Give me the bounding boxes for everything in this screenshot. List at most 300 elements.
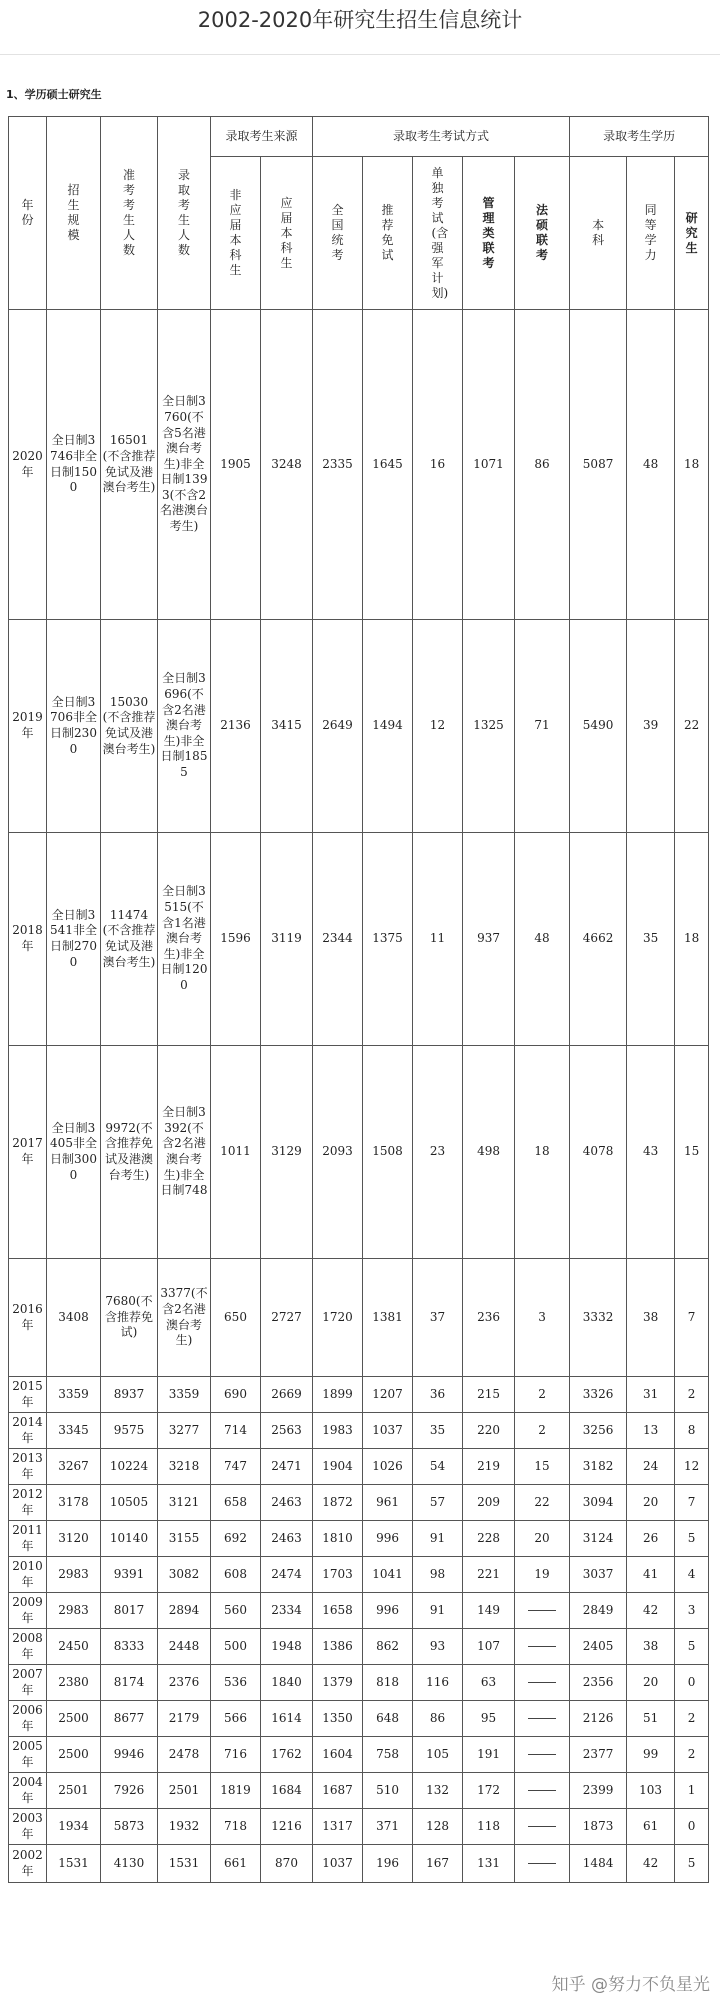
section-title: 1、学历硕士研究生: [6, 88, 102, 101]
cell-law: 71: [515, 620, 570, 833]
cell-single: 98: [413, 1557, 463, 1593]
cell-fresh: 2471: [261, 1449, 313, 1485]
cell-mgmt: 118: [463, 1809, 515, 1845]
cell-admitted: 2894: [158, 1593, 211, 1629]
cell-plan: 3408: [47, 1259, 101, 1377]
cell-year: 2012年: [9, 1485, 47, 1521]
cell-admitted: 3121: [158, 1485, 211, 1521]
cell-law: 22: [515, 1485, 570, 1521]
cell-fresh: 3129: [261, 1046, 313, 1259]
cell-equivalent: 43: [627, 1046, 675, 1259]
cell-grad: 7: [675, 1485, 709, 1521]
cell-grad: 18: [675, 310, 709, 620]
cell-recommend: 996: [363, 1593, 413, 1629]
header-edu-group: 录取考生学历: [570, 117, 709, 157]
cell-grad: 15: [675, 1046, 709, 1259]
cell-plan: 2983: [47, 1593, 101, 1629]
cell-fresh: 1948: [261, 1629, 313, 1665]
cell-admitted: 全日制3515(不含1名港澳台考生)非全日制1200: [158, 833, 211, 1046]
cell-admitted: 3155: [158, 1521, 211, 1557]
divider: [0, 54, 720, 55]
cell-grad: 12: [675, 1449, 709, 1485]
cell-recommend: 758: [363, 1737, 413, 1773]
cell-year: 2011年: [9, 1521, 47, 1557]
cell-national: 2649: [313, 620, 363, 833]
cell-equivalent: 35: [627, 833, 675, 1046]
cell-nonfresh: 714: [211, 1413, 261, 1449]
cell-year: 2019年: [9, 620, 47, 833]
cell-recommend: 1375: [363, 833, 413, 1046]
cell-grad: 0: [675, 1809, 709, 1845]
header-plan: 招生规模: [47, 117, 101, 310]
dash-mark: [528, 1825, 556, 1827]
cell-bachelor: 1484: [570, 1845, 627, 1883]
cell-mgmt: 1071: [463, 310, 515, 620]
cell-fresh: 2563: [261, 1413, 313, 1449]
cell-plan: 2380: [47, 1665, 101, 1701]
cell-national: 1703: [313, 1557, 363, 1593]
dash-mark: [528, 1681, 556, 1683]
cell-plan: 3345: [47, 1413, 101, 1449]
table-row: [9, 1737, 709, 1773]
cell-plan: 2501: [47, 1773, 101, 1809]
cell-grad: 2: [675, 1377, 709, 1413]
cell-applicants: 4130: [101, 1845, 158, 1883]
cell-nonfresh: 716: [211, 1737, 261, 1773]
cell-bachelor: 3124: [570, 1521, 627, 1557]
cell-nonfresh: 1011: [211, 1046, 261, 1259]
cell-bachelor: 1873: [570, 1809, 627, 1845]
cell-applicants: 9972(不含推荐免试及港澳台考生): [101, 1046, 158, 1259]
cell-single: 23: [413, 1046, 463, 1259]
cell-year: 2005年: [9, 1737, 47, 1773]
cell-grad: 5: [675, 1521, 709, 1557]
cell-bachelor: 2377: [570, 1737, 627, 1773]
cell-single: 105: [413, 1737, 463, 1773]
cell-admitted: 1932: [158, 1809, 211, 1845]
cell-applicants: 10505: [101, 1485, 158, 1521]
cell-recommend: 961: [363, 1485, 413, 1521]
cell-nonfresh: 500: [211, 1629, 261, 1665]
cell-mgmt: 1325: [463, 620, 515, 833]
header-method-recommend: 推荐免试: [363, 157, 413, 310]
cell-fresh: 3248: [261, 310, 313, 620]
dash-mark: [528, 1609, 556, 1611]
cell-national: 1720: [313, 1259, 363, 1377]
cell-fresh: 3119: [261, 833, 313, 1046]
cell-year: 2014年: [9, 1413, 47, 1449]
cell-admitted: 3218: [158, 1449, 211, 1485]
cell-applicants: 8937: [101, 1377, 158, 1413]
cell-applicants: 10140: [101, 1521, 158, 1557]
table-row: [9, 1259, 709, 1377]
cell-mgmt: 209: [463, 1485, 515, 1521]
cell-single: 128: [413, 1809, 463, 1845]
cell-fresh: 1614: [261, 1701, 313, 1737]
cell-fresh: 3415: [261, 620, 313, 833]
cell-admitted: 全日制3760(不含5名港澳台考生)非全日制1393(不含2名港澳台考生): [158, 310, 211, 620]
cell-nonfresh: 560: [211, 1593, 261, 1629]
cell-national: 1872: [313, 1485, 363, 1521]
header-source-group: 录取考生来源: [211, 117, 313, 157]
cell-single: 35: [413, 1413, 463, 1449]
cell-mgmt: 219: [463, 1449, 515, 1485]
cell-equivalent: 38: [627, 1629, 675, 1665]
cell-plan: 1934: [47, 1809, 101, 1845]
cell-equivalent: 26: [627, 1521, 675, 1557]
cell-nonfresh: 661: [211, 1845, 261, 1883]
cell-year: 2003年: [9, 1809, 47, 1845]
cell-year: 2016年: [9, 1259, 47, 1377]
cell-nonfresh: 2136: [211, 620, 261, 833]
cell-mgmt: 107: [463, 1629, 515, 1665]
cell-equivalent: 38: [627, 1259, 675, 1377]
header-edu-equivalent: 同等学力: [627, 157, 675, 310]
cell-bachelor: 4078: [570, 1046, 627, 1259]
cell-law: [515, 1737, 570, 1773]
cell-single: 11: [413, 833, 463, 1046]
cell-admitted: 2376: [158, 1665, 211, 1701]
watermark: 知乎 @努力不负星光: [551, 1975, 710, 1995]
cell-mgmt: 236: [463, 1259, 515, 1377]
cell-equivalent: 41: [627, 1557, 675, 1593]
cell-admitted: 3277: [158, 1413, 211, 1449]
table-row: [9, 1629, 709, 1665]
cell-law: 2: [515, 1377, 570, 1413]
cell-bachelor: 2405: [570, 1629, 627, 1665]
cell-national: 1810: [313, 1521, 363, 1557]
table-row: [9, 1377, 709, 1413]
cell-year: 2010年: [9, 1557, 47, 1593]
cell-year: 2017年: [9, 1046, 47, 1259]
cell-fresh: 1216: [261, 1809, 313, 1845]
cell-recommend: 196: [363, 1845, 413, 1883]
cell-admitted: 3377(不含2名港澳台考生): [158, 1259, 211, 1377]
cell-single: 54: [413, 1449, 463, 1485]
cell-equivalent: 24: [627, 1449, 675, 1485]
table-row: [9, 1413, 709, 1449]
cell-year: 2013年: [9, 1449, 47, 1485]
cell-law: 20: [515, 1521, 570, 1557]
cell-admitted: 全日制3392(不含2名港澳台考生)非全日制748: [158, 1046, 211, 1259]
table-row: [9, 1665, 709, 1701]
cell-equivalent: 13: [627, 1413, 675, 1449]
cell-law: [515, 1593, 570, 1629]
cell-applicants: 8017: [101, 1593, 158, 1629]
cell-bachelor: 2399: [570, 1773, 627, 1809]
cell-grad: 8: [675, 1413, 709, 1449]
cell-plan: 3359: [47, 1377, 101, 1413]
cell-mgmt: 215: [463, 1377, 515, 1413]
header-year: 年份: [9, 117, 47, 310]
cell-applicants: 15030(不含推荐免试及港澳台考生): [101, 620, 158, 833]
cell-recommend: 1037: [363, 1413, 413, 1449]
table-row: [9, 833, 709, 1046]
cell-recommend: 1494: [363, 620, 413, 833]
cell-plan: 2500: [47, 1701, 101, 1737]
table-row: [9, 620, 709, 833]
header-admitted: 录取考生人数: [158, 117, 211, 310]
cell-year: 2008年: [9, 1629, 47, 1665]
cell-plan: 3267: [47, 1449, 101, 1485]
cell-equivalent: 42: [627, 1593, 675, 1629]
cell-recommend: 1026: [363, 1449, 413, 1485]
cell-law: [515, 1845, 570, 1883]
cell-plan: 2500: [47, 1737, 101, 1773]
cell-law: 15: [515, 1449, 570, 1485]
cell-bachelor: 2356: [570, 1665, 627, 1701]
cell-grad: 1: [675, 1773, 709, 1809]
cell-mgmt: 221: [463, 1557, 515, 1593]
cell-law: 2: [515, 1413, 570, 1449]
cell-admitted: 1531: [158, 1845, 211, 1883]
table-row: [9, 1593, 709, 1629]
cell-admitted: 2478: [158, 1737, 211, 1773]
cell-mgmt: 498: [463, 1046, 515, 1259]
cell-nonfresh: 690: [211, 1377, 261, 1413]
cell-fresh: 2669: [261, 1377, 313, 1413]
admissions-table: [8, 116, 709, 1883]
cell-national: 1983: [313, 1413, 363, 1449]
cell-applicants: 9946: [101, 1737, 158, 1773]
cell-recommend: 996: [363, 1521, 413, 1557]
cell-applicants: 7926: [101, 1773, 158, 1809]
cell-applicants: 9391: [101, 1557, 158, 1593]
cell-nonfresh: 692: [211, 1521, 261, 1557]
cell-national: 1317: [313, 1809, 363, 1845]
cell-mgmt: 228: [463, 1521, 515, 1557]
cell-fresh: 1840: [261, 1665, 313, 1701]
table-row: [9, 1485, 709, 1521]
cell-fresh: 2474: [261, 1557, 313, 1593]
cell-nonfresh: 658: [211, 1485, 261, 1521]
cell-nonfresh: 536: [211, 1665, 261, 1701]
cell-recommend: 1645: [363, 310, 413, 620]
cell-bachelor: 3094: [570, 1485, 627, 1521]
cell-applicants: 7680(不含推荐免试): [101, 1259, 158, 1377]
cell-mgmt: 131: [463, 1845, 515, 1883]
table-row: [9, 1557, 709, 1593]
header-method-group: 录取考生考试方式: [313, 117, 570, 157]
cell-plan: 全日制3405非全日制3000: [47, 1046, 101, 1259]
page-title: 2002-2020年研究生招生信息统计: [197, 8, 523, 32]
cell-single: 57: [413, 1485, 463, 1521]
table-row: [9, 1845, 709, 1883]
cell-recommend: 648: [363, 1701, 413, 1737]
table-row: [9, 1701, 709, 1737]
cell-national: 2344: [313, 833, 363, 1046]
cell-plan: 2983: [47, 1557, 101, 1593]
cell-grad: 7: [675, 1259, 709, 1377]
cell-fresh: 2727: [261, 1259, 313, 1377]
cell-law: [515, 1629, 570, 1665]
cell-single: 12: [413, 620, 463, 833]
cell-single: 36: [413, 1377, 463, 1413]
header-method-single: 单独考试(含强军计划): [413, 157, 463, 310]
cell-bachelor: 3326: [570, 1377, 627, 1413]
cell-law: 3: [515, 1259, 570, 1377]
cell-single: 16: [413, 310, 463, 620]
cell-law: 86: [515, 310, 570, 620]
cell-recommend: 1207: [363, 1377, 413, 1413]
header-source-fresh: 应届本科生: [261, 157, 313, 310]
cell-bachelor: 4662: [570, 833, 627, 1046]
cell-bachelor: 2849: [570, 1593, 627, 1629]
cell-year: 2004年: [9, 1773, 47, 1809]
cell-grad: 2: [675, 1737, 709, 1773]
table-row: [9, 1449, 709, 1485]
cell-equivalent: 61: [627, 1809, 675, 1845]
cell-year: 2006年: [9, 1701, 47, 1737]
cell-equivalent: 39: [627, 620, 675, 833]
cell-grad: 22: [675, 620, 709, 833]
dash-mark: [528, 1753, 556, 1755]
cell-recommend: 510: [363, 1773, 413, 1809]
cell-equivalent: 31: [627, 1377, 675, 1413]
cell-equivalent: 103: [627, 1773, 675, 1809]
cell-law: 48: [515, 833, 570, 1046]
cell-bachelor: 5490: [570, 620, 627, 833]
cell-nonfresh: 1905: [211, 310, 261, 620]
cell-law: 19: [515, 1557, 570, 1593]
header-method-national: 全国统考: [313, 157, 363, 310]
header-edu-grad: 研究生: [675, 157, 709, 310]
cell-equivalent: 48: [627, 310, 675, 620]
cell-mgmt: 220: [463, 1413, 515, 1449]
cell-fresh: 2463: [261, 1485, 313, 1521]
cell-admitted: 2448: [158, 1629, 211, 1665]
table-row: [9, 1046, 709, 1259]
cell-single: 167: [413, 1845, 463, 1883]
table-row: [9, 1521, 709, 1557]
cell-nonfresh: 1596: [211, 833, 261, 1046]
cell-recommend: 1041: [363, 1557, 413, 1593]
cell-plan: 全日制3541非全日制2700: [47, 833, 101, 1046]
cell-nonfresh: 718: [211, 1809, 261, 1845]
cell-law: [515, 1665, 570, 1701]
cell-recommend: 818: [363, 1665, 413, 1701]
cell-recommend: 862: [363, 1629, 413, 1665]
cell-equivalent: 20: [627, 1665, 675, 1701]
cell-bachelor: 2126: [570, 1701, 627, 1737]
cell-law: 18: [515, 1046, 570, 1259]
cell-single: 116: [413, 1665, 463, 1701]
cell-grad: 5: [675, 1629, 709, 1665]
header-source-nonfresh: 非应届本科生: [211, 157, 261, 310]
cell-national: 1904: [313, 1449, 363, 1485]
cell-year: 2009年: [9, 1593, 47, 1629]
dash-mark: [528, 1789, 556, 1791]
cell-grad: 3: [675, 1593, 709, 1629]
cell-mgmt: 191: [463, 1737, 515, 1773]
cell-nonfresh: 650: [211, 1259, 261, 1377]
cell-mgmt: 95: [463, 1701, 515, 1737]
cell-grad: 2: [675, 1701, 709, 1737]
cell-grad: 4: [675, 1557, 709, 1593]
table-row: [9, 1809, 709, 1845]
cell-admitted: 3359: [158, 1377, 211, 1413]
cell-national: 1350: [313, 1701, 363, 1737]
cell-law: [515, 1701, 570, 1737]
cell-admitted: 2179: [158, 1701, 211, 1737]
cell-year: 2002年: [9, 1845, 47, 1883]
cell-national: 1379: [313, 1665, 363, 1701]
cell-plan: 1531: [47, 1845, 101, 1883]
cell-law: [515, 1773, 570, 1809]
cell-single: 86: [413, 1701, 463, 1737]
cell-year: 2018年: [9, 833, 47, 1046]
cell-applicants: 8333: [101, 1629, 158, 1665]
cell-mgmt: 937: [463, 833, 515, 1046]
cell-equivalent: 42: [627, 1845, 675, 1883]
header-edu-bachelor: 本科: [570, 157, 627, 310]
header-method-mgmt: 管理类联考: [463, 157, 515, 310]
cell-admitted: 2501: [158, 1773, 211, 1809]
cell-single: 91: [413, 1593, 463, 1629]
cell-applicants: 9575: [101, 1413, 158, 1449]
cell-equivalent: 99: [627, 1737, 675, 1773]
cell-recommend: 1381: [363, 1259, 413, 1377]
cell-nonfresh: 1819: [211, 1773, 261, 1809]
cell-national: 1604: [313, 1737, 363, 1773]
cell-plan: 3120: [47, 1521, 101, 1557]
cell-national: 1037: [313, 1845, 363, 1883]
cell-fresh: 1684: [261, 1773, 313, 1809]
cell-fresh: 1762: [261, 1737, 313, 1773]
cell-national: 2335: [313, 310, 363, 620]
cell-single: 91: [413, 1521, 463, 1557]
cell-mgmt: 172: [463, 1773, 515, 1809]
cell-single: 93: [413, 1629, 463, 1665]
cell-bachelor: 3037: [570, 1557, 627, 1593]
cell-plan: 全日制3706非全日制2300: [47, 620, 101, 833]
cell-year: 2015年: [9, 1377, 47, 1413]
cell-fresh: 870: [261, 1845, 313, 1883]
cell-national: 1386: [313, 1629, 363, 1665]
cell-grad: 5: [675, 1845, 709, 1883]
cell-recommend: 371: [363, 1809, 413, 1845]
cell-bachelor: 3256: [570, 1413, 627, 1449]
dash-mark: [528, 1862, 556, 1864]
cell-applicants: 8174: [101, 1665, 158, 1701]
cell-plan: 3178: [47, 1485, 101, 1521]
cell-applicants: 11474(不含推荐免试及港澳台考生): [101, 833, 158, 1046]
cell-applicants: 10224: [101, 1449, 158, 1485]
cell-single: 132: [413, 1773, 463, 1809]
cell-applicants: 5873: [101, 1809, 158, 1845]
cell-plan: 全日制3746非全日制1500: [47, 310, 101, 620]
cell-year: 2007年: [9, 1665, 47, 1701]
cell-grad: 18: [675, 833, 709, 1046]
cell-bachelor: 3182: [570, 1449, 627, 1485]
cell-law: [515, 1809, 570, 1845]
cell-bachelor: 3332: [570, 1259, 627, 1377]
cell-admitted: 3082: [158, 1557, 211, 1593]
cell-fresh: 2334: [261, 1593, 313, 1629]
cell-mgmt: 63: [463, 1665, 515, 1701]
table-row: [9, 310, 709, 620]
cell-applicants: 8677: [101, 1701, 158, 1737]
cell-national: 1687: [313, 1773, 363, 1809]
dash-mark: [528, 1645, 556, 1647]
cell-plan: 2450: [47, 1629, 101, 1665]
cell-mgmt: 149: [463, 1593, 515, 1629]
cell-recommend: 1508: [363, 1046, 413, 1259]
cell-nonfresh: 747: [211, 1449, 261, 1485]
cell-grad: 0: [675, 1665, 709, 1701]
cell-fresh: 2463: [261, 1521, 313, 1557]
header-applicants: 准考考生人数: [101, 117, 158, 310]
